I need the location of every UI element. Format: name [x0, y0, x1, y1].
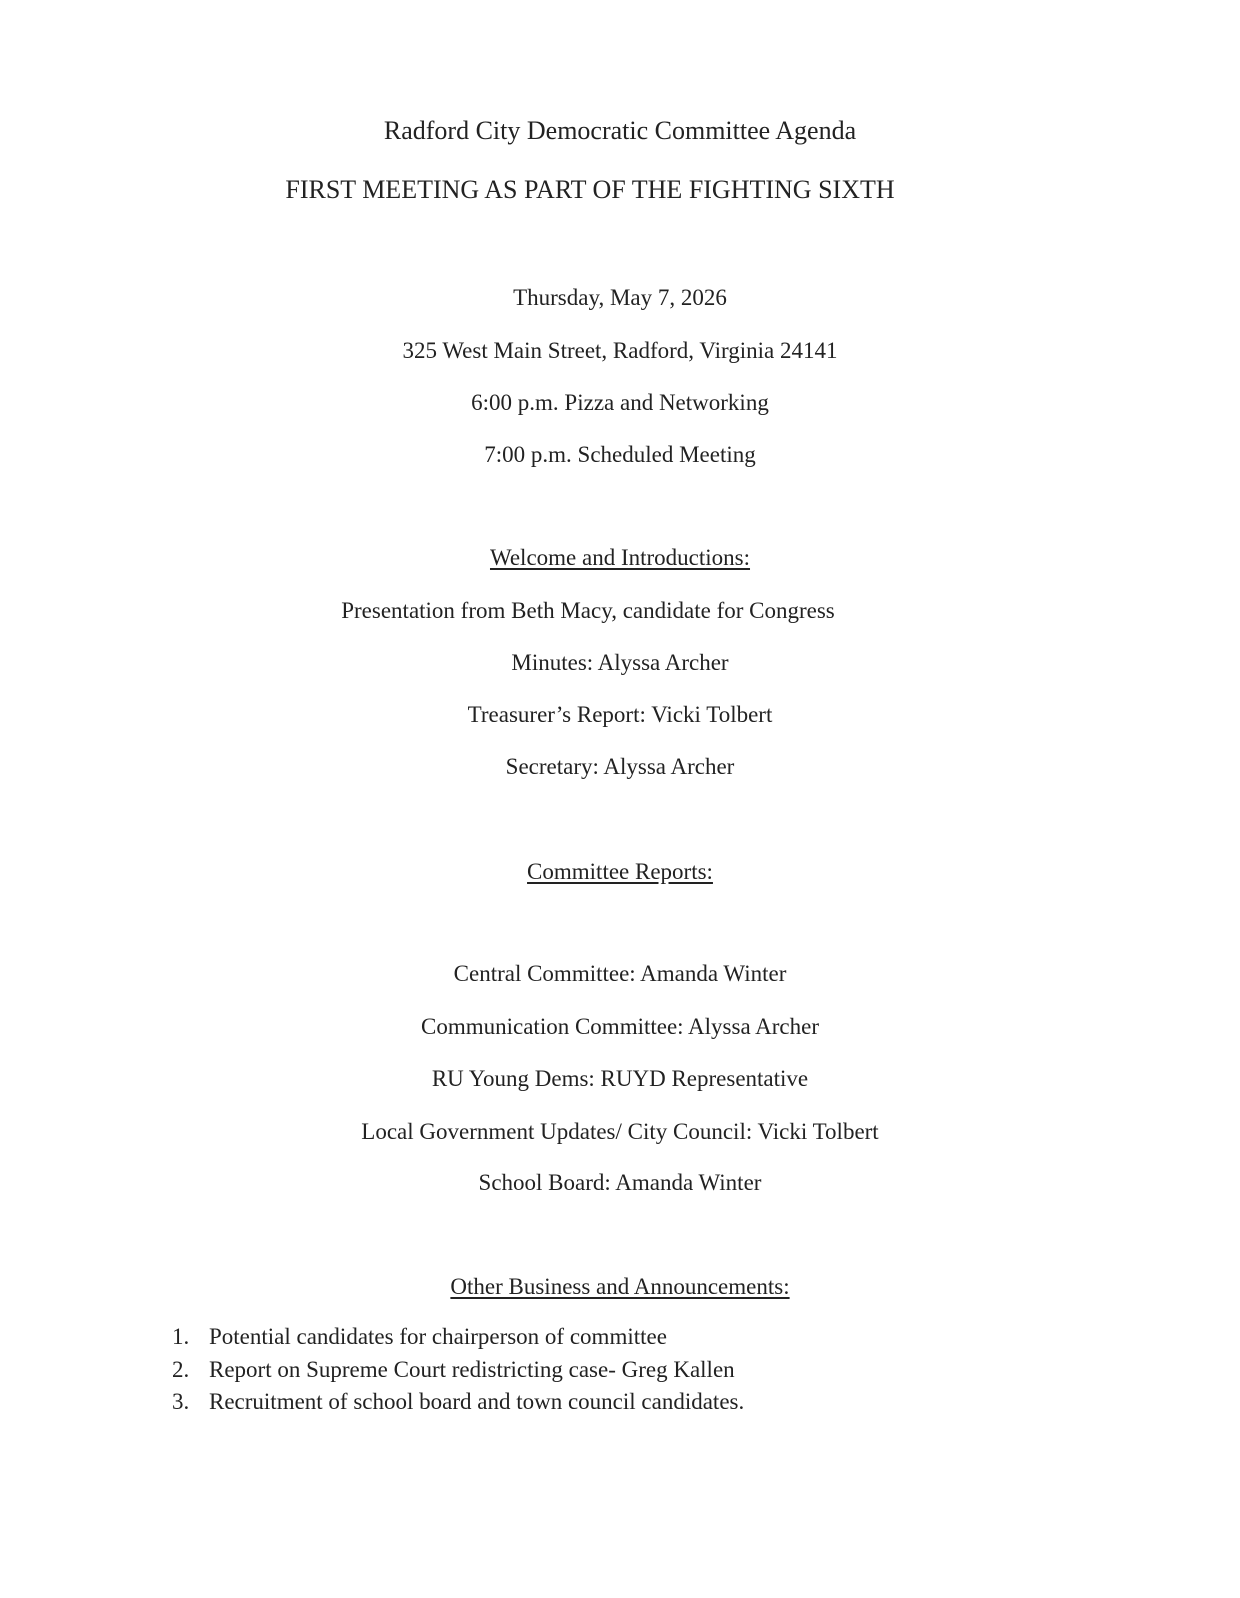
list-text: Potential candidates for chairperson of committee: [209, 1324, 667, 1349]
welcome-item: Minutes: Alyssa Archer: [511, 650, 729, 675]
list-number: 1.: [172, 1324, 190, 1349]
committee-report-item: School Board: Amanda Winter: [478, 1170, 762, 1195]
meeting-time: 7:00 p.m. Scheduled Meeting: [484, 442, 756, 467]
networking-time: 6:00 p.m. Pizza and Networking: [471, 390, 769, 415]
list-text: Recruitment of school board and town council candidates.: [209, 1389, 745, 1414]
welcome-item: Secretary: Alyssa Archer: [505, 754, 735, 779]
meeting-address: 325 West Main Street, Radford, Virginia 24141: [402, 338, 838, 363]
document-subtitle: FIRST MEETING AS PART OF THE FIGHTING SIXTH: [285, 175, 895, 204]
list-number: 2.: [172, 1357, 190, 1382]
welcome-heading-text: Welcome and Introductions:: [489, 545, 751, 570]
other-business-heading: [0, 1275, 1240, 1298]
committee-reports-heading-text: Committee Reports:: [527, 859, 713, 884]
document-title: Radford City Democratic Committee Agenda: [383, 116, 857, 145]
committee-report-item: Local Government Updates/ City Council: Vicki Tolbert: [361, 1119, 879, 1144]
list-text: Report on Supreme Court redistricting case- Greg Kallen: [209, 1357, 735, 1382]
meeting-date: Thursday, May 7, 2026: [513, 285, 727, 310]
welcome-item: Treasurer’s Report: Vicki Tolbert: [467, 702, 773, 727]
committee-report-item: Communication Committee: Alyssa Archer: [421, 1014, 819, 1039]
welcome-item: Presentation from Beth Macy, candidate for Congress: [341, 598, 835, 623]
committee-report-item: Central Committee: Amanda Winter: [453, 961, 787, 986]
welcome-heading: [0, 546, 1240, 569]
other-business-heading-text: Other Business and Announcements:: [450, 1274, 790, 1299]
committee-report-item: RU Young Dems: RUYD Representative: [431, 1066, 809, 1091]
committee-reports-heading: [0, 860, 1240, 883]
list-number: 3.: [172, 1389, 190, 1414]
